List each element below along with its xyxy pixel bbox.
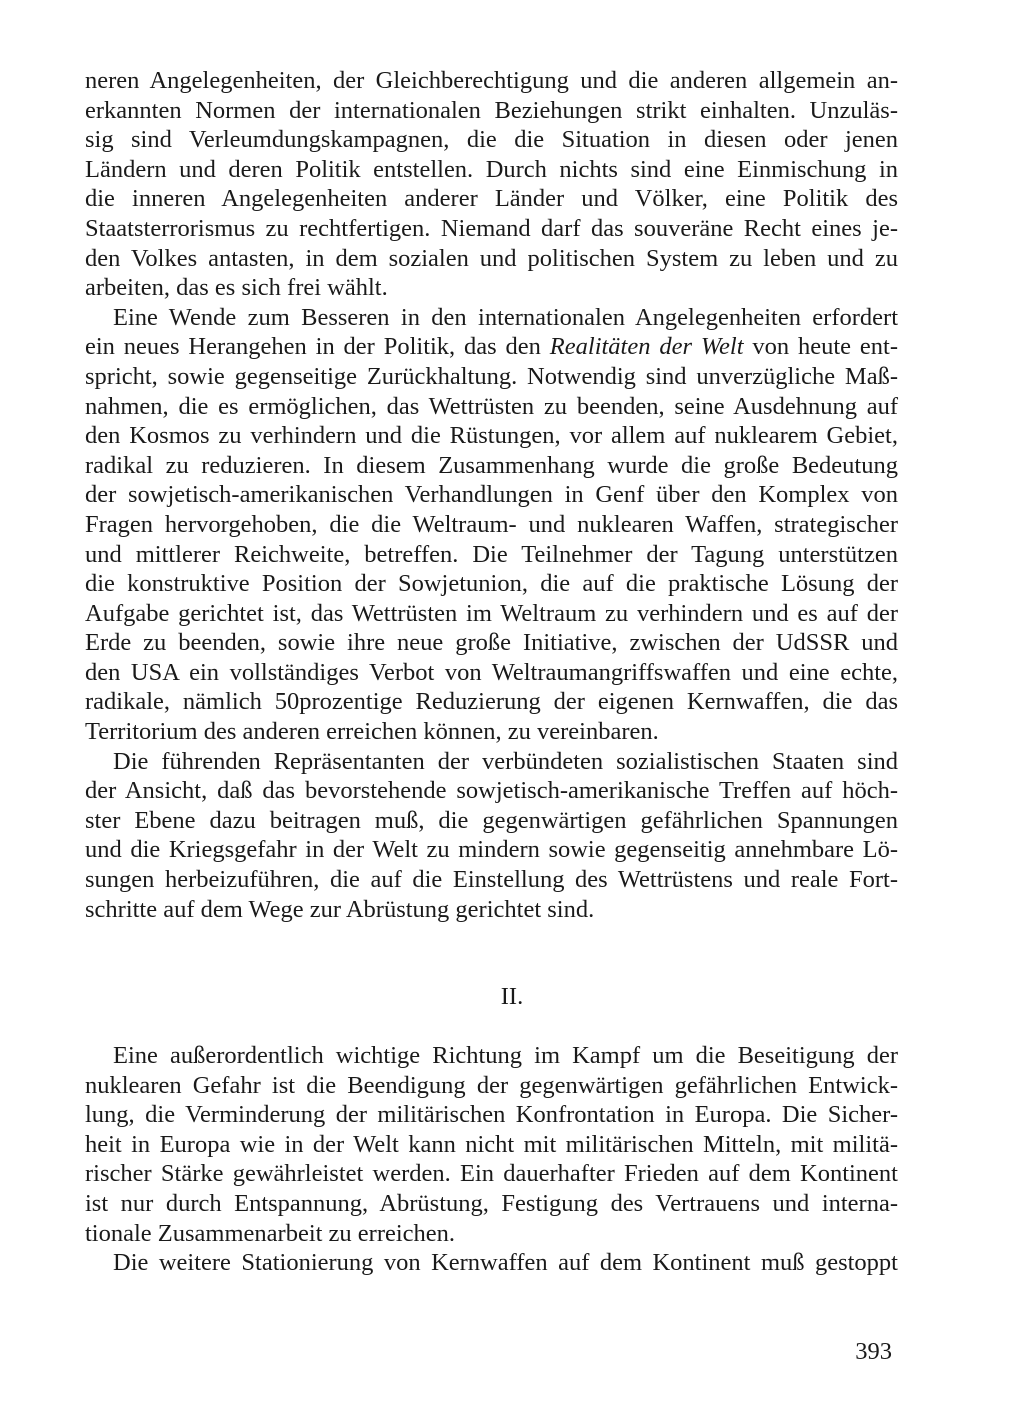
page-body (85, 66, 898, 924)
text-line: schritte auf dem Wege zur Abrüstung gerichtet sind. (85, 895, 595, 923)
text-line: und die Kriegsgefahr in der Welt zu mindern sowie gegenseitig annehmbare Lö- (85, 836, 898, 864)
text-line: spricht, sowie gegenseitige Zurückhaltung. Notwendig sind unverzügliche Maß- (85, 362, 898, 390)
text-line: Ländern und deren Politik entstellen. Durch nichts sind eine Einmischung in (85, 155, 898, 183)
text-line: und mittlerer Reichweite, betreffen. Die Teilnehmer der Tagung unterstützen (85, 540, 898, 568)
section-heading: II. (500, 983, 524, 1010)
text-line: Fragen hervorgehoben, die die Weltraum- und nuklearen Waffen, strategischer (85, 510, 898, 538)
text-line: den Kosmos zu verhindern und die Rüstungen, vor allem auf nuklearem Gebiet, (85, 422, 898, 450)
text-line: arbeiten, das es sich frei wählt. (85, 274, 388, 302)
text-line: sig sind Verleumdungskampagnen, die die Situation in diesen oder jenen (85, 126, 898, 154)
text-line: tionale Zusammenarbeit zu erreichen. (85, 1219, 456, 1247)
text-line-mixed (85, 332, 898, 362)
text-line: die konstruktive Position der Sowjetunion, die auf die praktische Lösung der (85, 570, 898, 598)
text-line: erkannten Normen der internationalen Beziehungen strikt einhalten. Unzuläs- (85, 96, 898, 124)
text-line: Territorium des anderen erreichen können, zu vereinbaren. (85, 718, 659, 746)
text-line: Aufgabe gerichtet ist, das Wettrüsten im Weltraum zu verhindern und es auf der (85, 599, 898, 627)
text-line: die inneren Angelegenheiten anderer Länder und Völker, eine Politik des (85, 185, 898, 213)
text-line: nuklearen Gefahr ist die Beendigung der gegenwärtigen gefährlichen Entwick- (85, 1071, 898, 1099)
text-line: Staatsterrorismus zu rechtfertigen. Niemand darf das souveräne Recht eines je- (85, 214, 898, 242)
text-line: ster Ebene dazu beitragen muß, die gegenwärtigen gefährlichen Spannungen (85, 806, 898, 834)
text-line: Eine Wende zum Besseren in den internationalen Angelegenheiten erfordert (113, 303, 898, 331)
text-line: ist nur durch Entspannung, Abrüstung, Festigung des Vertrauens und interna- (85, 1189, 898, 1217)
text-line: sungen herbeizuführen, die auf die Einstellung des Wettrüstens und reale Fort- (85, 866, 898, 894)
text-line: neren Angelegenheiten, der Gleichberechtigung und die anderen allgemein an- (85, 67, 898, 94)
text-line: der Ansicht, daß das bevorstehende sowjetisch-amerikanische Treffen auf höch- (85, 777, 898, 805)
text-line: der sowjetisch-amerikanischen Verhandlungen in Genf über den Komplex von (85, 481, 898, 509)
text-fragment: ein neues Herangehen in der Politik, das den (85, 333, 550, 361)
emphasis-text: Realitäten der Welt (549, 333, 744, 361)
text-line: rischer Stärke gewährleistet werden. Ein dauerhafter Frieden auf dem Kontinent (85, 1160, 898, 1188)
page-number: 393 (855, 1338, 892, 1365)
section-body (85, 1041, 898, 1278)
text-line: Die weitere Stationierung von Kernwaffen auf dem Kontinent muß gestoppt (113, 1249, 898, 1277)
text-line: Eine außerordentlich wichtige Richtung im Kampf um die Beseitigung der (113, 1042, 898, 1069)
text-line: Die führenden Repräsentanten der verbündeten sozialistischen Staaten sind (113, 747, 898, 775)
text-line: den Volkes antasten, in dem sozialen und politischen System zu leben und zu (85, 244, 898, 272)
text-line: nahmen, die es ermöglichen, das Wettrüsten zu beenden, seine Ausdehnung auf (85, 392, 898, 420)
text-line: radikale, nämlich 50prozentige Reduzierung der eigenen Kernwaffen, die das (85, 688, 898, 716)
text-fragment: von heute ent- (743, 333, 898, 361)
text-line: Erde zu beenden, sowie ihre neue große Initiative, zwischen der UdSSR und (85, 629, 898, 657)
text-line: heit in Europa wie in der Welt kann nicht mit militärischen Mitteln, mit militä- (85, 1130, 898, 1158)
text-line: lung, die Verminderung der militärischen Konfrontation in Europa. Die Sicher- (85, 1101, 898, 1129)
text-line: den USA ein vollständiges Verbot von Weltraumangriffswaffen und eine echte, (85, 658, 898, 686)
text-line: radikal zu reduzieren. In diesem Zusammenhang wurde die große Bedeutung (85, 451, 898, 479)
